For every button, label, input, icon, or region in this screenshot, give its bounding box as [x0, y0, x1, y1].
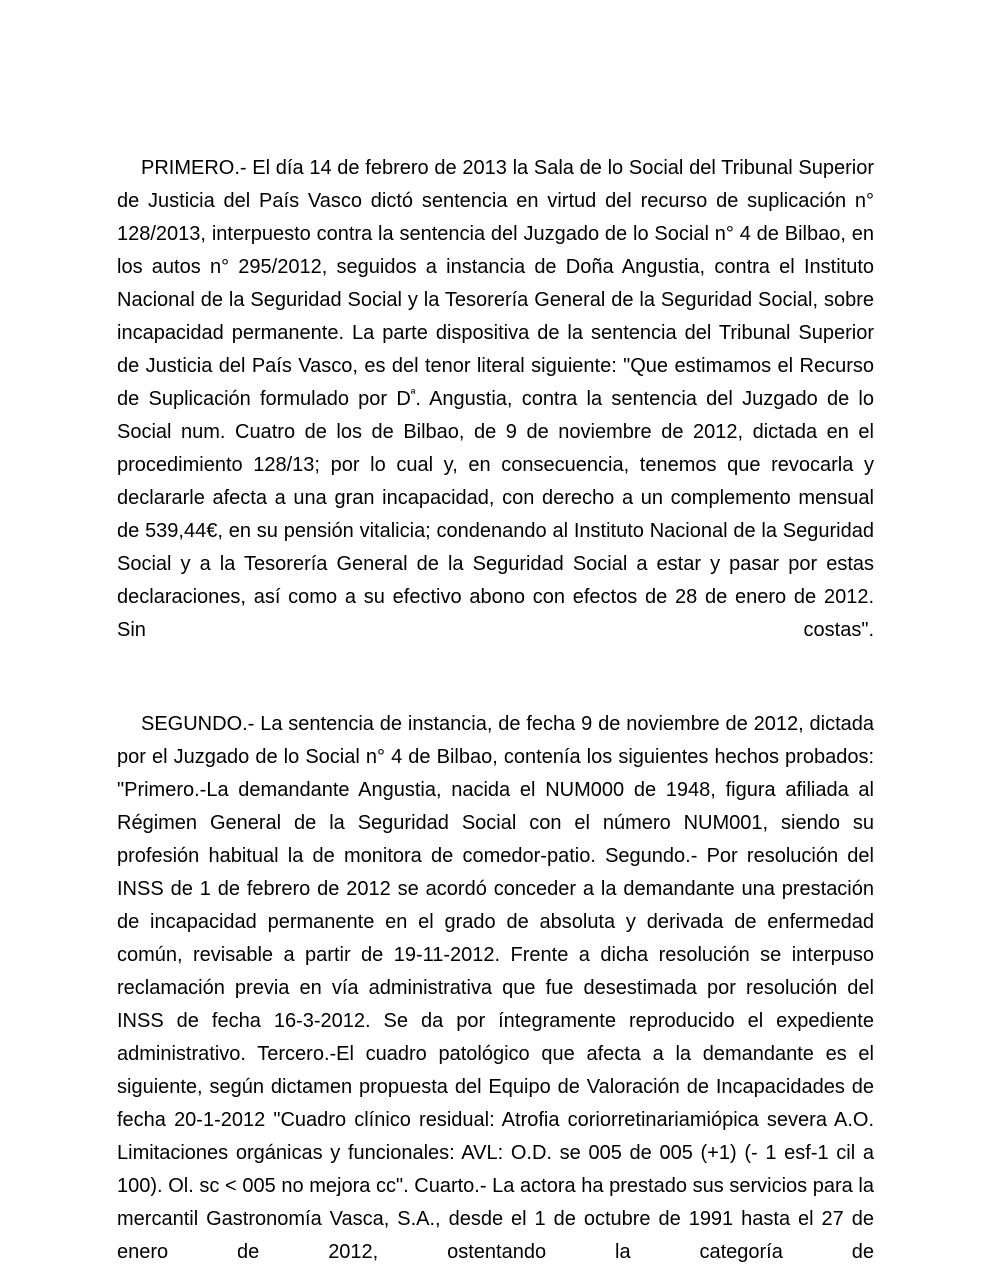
- paragraph-segundo: SEGUNDO.- La sentencia de instancia, de fecha 9 de noviembre de 2012, dictada por el Juzgado de lo Social n° 4 de Bilbao, contenía los siguientes hechos probados: "Primero.-La demandante Angustia, nacida el NUM000 de 1948, figura afiliada al Régimen General de la Seguridad Social con el número NUM001, siendo su profesión habitual la de monitora de comedor-patio. Segundo.- Por resolución del INSS de 1 de febrero de 2012 se acordó conceder a la demandante una prestación de incapacidad permanente en el grado de absoluta y derivada de enfermedad común, revisable a partir de 19-11-2012. Frente a dicha resolución se interpuso reclamación previa en vía administrativa que fue desestimada por resolución del INSS de fecha 16-3-2012. Se da por íntegramente reproducido el expediente administrativo. Tercero.-El cuadro patológico que afecta a la demandante es el siguiente, según dictamen propuesta del Equipo de Valoración de Incapacidades de fecha 20-1-2012 "Cuadro clínico residual: Atrofia coriorretinariamiópica severa A.O. Limitaciones orgánicas y funcionales: AVL: O.D. se 005 de 005 (+1) (- 1 esf-1 cil a 100). Ol. sc < 005 no mejora cc". Cuarto.- La actora ha prestado sus servicios para la mercantil Gastronomía Vasca, S.A., desde el 1 de octubre de 1991 hasta el 27 de enero de 2012, ostentando la categoría de: [117, 713, 874, 1263]
- document-text-body: [117, 152, 874, 1280]
- paragraph-primero: PRIMERO.- El día 14 de febrero de 2013 la Sala de lo Social del Tribunal Superior de Justicia del País Vasco dictó sentencia en virtud del recurso de suplicación n° 128/2013, interpuesto contra la sentencia del Juzgado de lo Social n° 4 de Bilbao, en los autos n° 295/2012, seguidos a instancia de Doña Angustia, contra el Instituto Nacional de la Seguridad Social y la Tesorería General de la Seguridad Social, sobre incapacidad permanente. La parte dispositiva de la sentencia del Tribunal Superior de Justicia del País Vasco, es del tenor literal siguiente: "Que estimamos el Recurso de Suplicación formulado por $D^ª$. Angustia, contra la sentencia del Juzgado de lo Social num. Cuatro de los de Bilbao, de 9 de noviembre de 2012, dictada en el procedimiento 128/13; por lo cual y, en consecuencia, tenemos que revocarla y declararle afecta a una gran incapacidad, con derecho a un complemento mensual de 539,44€, en su pensión vitalicia; condenando al Instituto Nacional de la Seguridad Social y a la Tesorería General de la Seguridad Social a estar y pasar por estas declaraciones, así como a su efectivo abono con efectos de 28 de enero de 2012. Sin costas".: [117, 157, 874, 641]
- feminine-ordinal-indicator: ª: [410, 386, 416, 401]
